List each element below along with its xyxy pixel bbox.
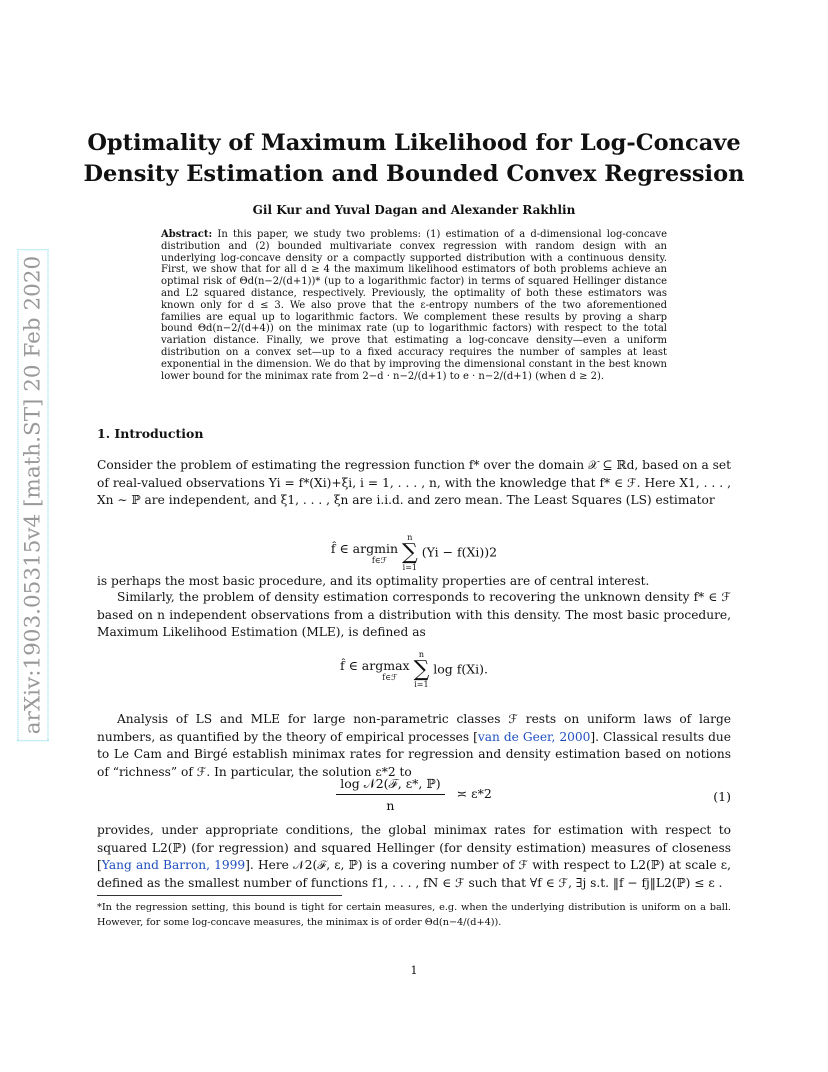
abstract-text: In this paper, we study two problems: (1) estimation of a d-dimensional log-concave distribution and (2) bounded multivariate convex regression with random design with an underlying log-concave density or a compactly supported distribution with a continuous density. First, we show that for all d ≥ 4 the maximum likelihood estimators of both problems achieve an optimal risk of Θd(n−2/(d+1))* (up to a logarithmic factor) in terms of squared Hellinger distance and L2 squared distance, respectively. Previously, the optimality of both these estimators was known only for d ≤ 3. We also prove that the ε-entropy numbers of the two aforementioned families are equal up to logarithmic factors. We complement these results by proving a sharp bound Θd(n−2/(d+4)) on the minimax rate (up to logarithmic factors) with respect to the total variation distance. Finally, we prove that estimating a log-concave density—even a uniform distribution on a convex set—up to a fixed accuracy requires the number of samples at least exponential in the dimension. We do that by improving the dimensional constant in the best known lower bound for the minimax rate from 2−d · n−2/(d+1) to e · n−2/(d+1) (when d ≥ 2). [161,229,667,382]
eq-ls-rhs: (Yi − f(Xi))2 [421,544,498,560]
intro-paragraph-1: Consider the problem of estimating the regression function f* over the domain 𝒳 ⊆ ℝd, based on a set of real-valued observations Yi = f*(Xi)+ξi, i = 1, . . . , n, with the knowledge that f* ∈ ℱ. Here X1, . . . , Xn ∼ ℙ are independent, and ξ1, . . . , ξn are i.i.d. and zero mean. The Least Squares (LS) estimator [97,458,731,507]
footnote-rule [97,895,342,896]
eq-ls-under: f∈ℱ [371,556,388,565]
author-list: Gil Kur and Yuval Dagan and Alexander Rakhlin [252,203,576,217]
paper-title-line1: Optimality of Maximum Likelihood for Log-Concave [87,130,741,156]
eq-ls-sum-bottom: i=1 [402,563,418,572]
arxiv-stamp-text: arXiv:1903.05315v4 [math.ST] 20 Feb 2020 [18,249,49,741]
eq-ls-lhs: f̂ ∈ argmin [330,541,399,556]
equation-number: (1) [713,789,731,804]
section-heading: 1. Introduction [97,426,204,441]
para3-text-b: ]. Classical results due to Le Cam and Birgé establish minimax rates for regression and density estimation based on notions of “richness” of ℱ. In particular, the solution ε*2 to [97,729,731,779]
eq-mle-sum-bottom: i=1 [414,680,429,689]
abstract [161,229,667,382]
eq-mle-under: f∈ℱ [382,673,398,682]
eq1-numerator: log 𝒩2(ℱ, ε*, ℙ) [336,776,444,795]
paper-title-line2: Density Estimation and Bounded Convex Regression [83,161,745,187]
abstract-label: Abstract: [161,229,213,240]
eq-ls-sum-top: n [407,533,413,542]
intro-paragraph-2b: Similarly, the problem of density estimation corresponds to recovering the unknown density f* ∈ ℱ based on n independent observations from a distribution with this density. The most basic procedure, Maximum Likelihood Estimation (MLE), is defined as [97,590,731,639]
page-number: 1 [410,964,418,977]
eq1-relation: ≍ ε*2 [456,786,492,801]
intro-paragraph-3 [97,711,731,781]
equation-1 [0,776,828,813]
eq-mle-lhs: f̂ ∈ argmax [339,658,410,673]
intro-paragraph-4 [97,822,731,892]
citation-van-de-geer[interactable]: van de Geer, 2000 [477,729,591,744]
para4-text-a: provides, under appropriate conditions, the global minimax rates for estimation with respect to squared L2(ℙ) (for regression) and squared Hellinger (for density estimation) measures of closeness [ [97,823,731,872]
equation-mle: f̂ ∈ argmax f∈ℱ n ∑ i=1 log f(Xi). [339,650,489,689]
eq-mle-sum-top: n [418,650,425,659]
footnote: *In the regression setting, this bound is tight for certain measures, e.g. when the underlying distribution is uniform on a ball. However, for some log-concave measures, the minimax is of order Θd(n−4/(d+4)). [97,902,731,928]
intro-paragraph-2a: is perhaps the most basic procedure, and its optimality properties are of central interest. [97,574,650,588]
para4-text-b: ]. Here 𝒩2(ℱ, ε, ℙ) is a covering number of ℱ with respect to L2(ℙ) at scale ε, defined as the smallest number of functions f1, . . . , fN ∈ ℱ such that ∀f ∈ ℱ, ∃j s.t. ‖f − fj‖L2(ℙ) ≤ ε . [97,858,731,890]
eq-mle-rhs: log f(Xi). [433,661,489,677]
citation-yang-barron[interactable]: Yang and Barron, 1999 [101,858,246,872]
equation-ls: f̂ ∈ argmin f∈ℱ n ∑ i=1 (Yi − f(Xi))2 [330,533,498,572]
para3-text-a: Analysis of LS and MLE for large non-parametric classes ℱ rests on uniform laws of large numbers, as quantified by the theory of empirical processes [ [97,712,731,744]
eq1-denominator: n [386,798,395,813]
